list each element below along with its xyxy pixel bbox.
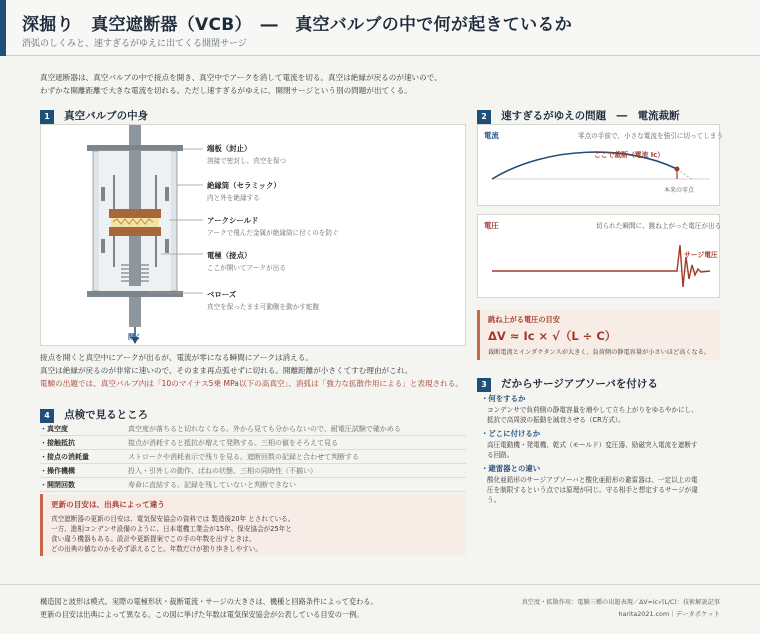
inspection-table [40,422,466,492]
sec3-item-line: う。 [487,496,501,504]
footer-note-2: 更新の目安は出典によって異なる。この図に挙げた年数は電気保安協会が公表している目安の一例。 [40,610,364,619]
label-bellows-desc: 真空を保ったまま可動側を動かす蛇腹 [207,303,320,311]
sec1-caption-exam: 電験の出題では、真空バルブ内は「10のマイナス5乗 MPa以下の高真空」、消弧は「強力な拡散作用による」と表現される。 [40,379,463,388]
table-row [40,450,466,464]
renewal-note-line: 真空遮断器の更新の目安は、電気保安協会の資料では 製造後20年 とされている。 [51,515,295,523]
footer-divider [0,584,760,585]
sec3-title: だからサージアブソーバを付ける [501,378,658,390]
surge-formula: ΔV ≈ Ic × √（L ÷ C） [488,329,617,343]
sec3-item-line: 高圧電動機・発電機、乾式（モールド）変圧器、励磁突入電流を遮断す [487,441,698,449]
row-item: ・開閉回数 [40,481,75,489]
renewal-note-box [40,494,466,556]
voltage-label: 電圧 [484,221,499,230]
label-bellows: ベローズ [207,290,237,299]
sec1-caption-2: 真空は絶縁が戻るのが非常に速いので、そのまま再点弧せずに切れる。開離距離が小さくてすむ理由がこれ。 [40,366,413,375]
label-insulating-cylinder: 絶縁筒（セラミック） [207,181,281,190]
sec3-item-line: る回路。 [487,451,514,459]
footer-sources: 真空度・拡散作用：電験三種の出題表現／ΔV≈Ic√(L/C)：技術解説記事 [521,599,720,606]
current-waveform [478,125,721,207]
sec1-heading [40,104,148,124]
sec3-heading [477,372,658,392]
natural-zero-label: 本来の零点 [664,187,695,194]
footer-site: harita2021.com｜データポケット [618,610,720,618]
page-title: 深掘り 真空遮断器（VCB） ― 真空バルブの中で何が起きているか [22,15,572,35]
table-row [40,422,466,436]
page-subtitle: 消弧のしくみと、速すぎるがゆえに出てくる開閉サージ [22,39,247,49]
current-chop-panel [477,124,723,206]
label-electrode-desc: ここが開いてアークが出る [207,264,286,272]
footer-note-1: 構造図と波形は模式。実際の電極形状・裁断電流・サージの大きさは、機種と回路条件によって変わる。 [40,597,378,606]
table-row [40,436,466,450]
table-row [40,478,466,492]
sec2-heading [477,104,680,124]
label-arc-shield-desc: アークで飛んだ金属が絶縁筒に付くのを防ぐ [207,229,339,237]
sec3-item-line: 圧を制限するという点では原理が同じ。守る相手と想定するサージが違 [487,486,698,494]
sec2-title: 速すぎるがゆえの問題 ― 電流裁断 [501,110,680,122]
renewal-note-line: 一方、進相コンデンサ設備のように、日本電機工業会が15年、保安協会が25年と [51,525,292,533]
renewal-note-line: どの出典の値なのかを必ず添えること。年数だけが独り歩きしやすい。 [51,545,262,553]
current-label: 電流 [484,131,499,140]
sec3-item-line: コンデンサで負荷側の静電容量を増やして立ち上がりをゆるやかにし、 [487,406,698,414]
formula-desc: 裁断電流とインダクタンスが大きく、負荷側の静電容量が小さいほど高くなる。 [488,349,711,356]
intro-line-2: わずかな開離距離で大きな電流を切れる。ただし速すぎるがゆえに、開閉サージという別の問題が出てくる。 [40,86,412,95]
label-end-plate-desc: 溶接で密封し、真空を保つ [207,157,287,165]
sec1-caption-1: 接点を開くと真空中にアークが出るが、電流が零になる瞬間にアークは消える。 [40,353,313,362]
row-desc: 投入・引外しの動作、ばねの状態、三相の同時性（不揃い） [128,467,317,475]
row-item: ・真空度 [40,425,68,433]
sec3-item-title: ・避雷器との違い [481,464,541,473]
voltage-note: 切られた瞬間に、跳ね上がった電圧が出る [596,222,722,230]
label-end-plate: 端板（封止） [207,144,252,153]
row-desc: 接点が消耗すると抵抗が増えて発熱する。三相の値をそろえて見る [128,439,338,447]
sec3-number: 3 [477,378,491,392]
label-electrode: 電極（接点） [207,251,252,260]
table-row [40,464,466,478]
chop-point-label: ここで裁断（電流 Ic） [594,151,665,159]
current-note: 零点の手前で、小さな電流を強引に切ってしまう [578,132,723,140]
sec3-item-line: 酸化亜鉛形のサージアブソーバと酸化亜鉛形の避雷器は、一定以上の電 [487,476,698,484]
row-item: ・接触抵抗 [40,439,75,447]
sec4-title: 点検で見るところ [64,409,149,421]
vacuum-valve-panel [40,124,466,346]
renewal-note-line: 食い違う機器もある。設計や更新提案でこの手の年数を出すときは、 [51,535,256,543]
renewal-note-title: 更新の目安は、出典によって違う [51,500,165,509]
row-desc: ストロークや消耗表示で残りを見る。遮断回数の記録と合わせて判断する [128,453,359,461]
sec3-item-line: 抵抗で高周波の振動を減衰させる（CR方式）。 [487,416,625,424]
row-item: ・接点の消耗量 [40,453,89,461]
open-direction-label: 開く [128,333,142,341]
sec1-title: 真空バルブの中身 [64,110,149,122]
sec3-item-title: ・どこに付けるか [481,429,541,438]
formula-box [477,310,720,360]
surge-label: サージ電圧 [684,251,718,259]
surge-voltage-panel [477,214,720,298]
row-desc: 真空度が落ちると切れなくなる。外から見ても分からないので、耐電圧試験で確かめる [128,425,401,433]
label-arc-shield: アークシールド [207,216,259,225]
row-item: ・操作機構 [40,467,75,475]
header-accent-bar [0,0,6,56]
sec1-number: 1 [40,110,54,124]
row-desc: 寿命に直結する。記録を残していないと判断できない [128,481,296,489]
sec2-number: 2 [477,110,491,124]
sec4-number: 4 [40,409,54,423]
intro-line-1: 真空遮断器は、真空バルブの中で接点を開き、真空中でアークを消して電流を切る。真空は絶縁が戻るのが速いので、 [40,73,442,82]
formula-title: 跳ね上がる電圧の目安 [488,315,560,324]
label-insulating-cylinder-desc: 内と外を絶縁する [207,194,260,202]
sec4-heading [40,403,148,423]
sec3-item-title: ・何をするか [481,394,526,403]
